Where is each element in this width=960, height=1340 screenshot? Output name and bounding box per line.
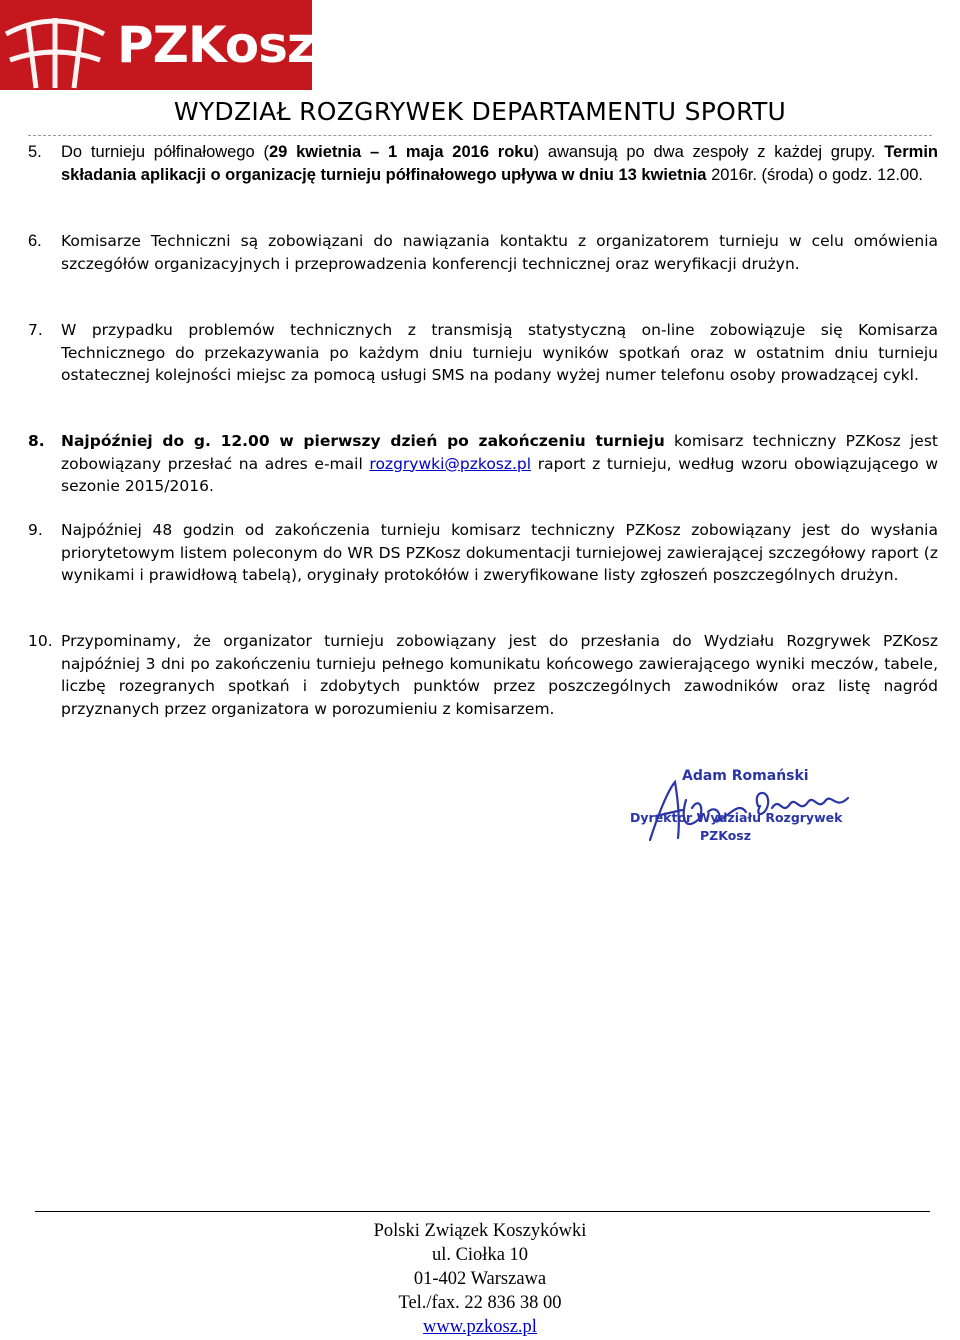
- list-item-5: [28, 141, 938, 186]
- footer-website-link[interactable]: www.pzkosz.pl: [423, 1317, 537, 1337]
- item-number: 8.: [28, 432, 45, 450]
- item-text: Najpóźniej 48 godzin od zakończenia turnieju komisarz techniczny PZKosz zobowiązany jest do wysłania priorytetowym listem poleconym do WR DS PZKosz dokumentacji turniejowej zawierającej szczegółowy raport (z wynikami i prawidłową tabelą), oryginały protokółów i zweryfikowane listy zgłoszeń poszczególnych drużyn.: [61, 521, 938, 584]
- item-text: Przypominamy, że organizator turnieju zobowiązany jest do przesłania do Wydziału Rozgrywek PZKosz najpóźniej 3 dni po zakończeniu turnieju pełnego komunikatu końcowego zawierającego wyniki meczów, tabele, liczbę rozegranych spotkań i zdobytych punktów przez poszczególnych zawodników oraz listę nagród przyznanych przez organizatora w porozumieniu z komisarzem.: [61, 632, 938, 718]
- footer-street: ul. Ciołka 10: [431, 1245, 529, 1265]
- item-text: W przypadku problemów technicznych z transmisją statystyczną on-line zobowiązuje się Komisarza Technicznego do przekazywania po każdym dniu turnieju wyników spotkań oraz w ostatnim dniu turnieju ostatecznej kolejności miejsc za pomocą usługi SMS na podany wyżej numer telefonu osoby prowadzącej cykl.: [61, 321, 938, 384]
- item-text-part: ) awansują po dwa zespoły z każdej grupy.: [533, 143, 885, 161]
- header-divider: [28, 135, 932, 136]
- footer-phone: Tel./fax. 22 836 38 00: [398, 1293, 562, 1313]
- logo-text: PZKosz: [117, 16, 315, 74]
- stamp-name: Adam Romański: [682, 768, 809, 784]
- list-item-10: [28, 630, 938, 720]
- department-title: WYDZIAŁ ROZGRYWEK DEPARTAMENTU SPORTU: [173, 97, 787, 126]
- footer-divider: [35, 1211, 930, 1212]
- list-item-9: [28, 519, 938, 587]
- list-item-7: [28, 319, 938, 387]
- item-text: [61, 430, 938, 498]
- footer-org: Polski Związek Koszykówki: [373, 1221, 587, 1241]
- footer: [0, 1219, 960, 1339]
- item-number: 6.: [28, 232, 42, 250]
- item-number: 5.: [28, 143, 42, 161]
- item-text: Komisarze Techniczni są zobowiązani do nawiązania kontaktu z organizatorem turnieju w celu omówienia szczegółów organizacyjnych i przeprowadzenia konferencji technicznej oraz weryfikacji drużyn.: [61, 232, 938, 273]
- item-text-part: raport z turnieju, według wzoru obowiązującego w sezonie 2015/2016.: [61, 454, 938, 495]
- item-bold-dates: 29 kwietnia – 1 maja 2016 roku: [268, 143, 534, 161]
- item-text-part: Do turnieju półfinałowego (: [61, 143, 269, 161]
- item-bold-deadline: Termin składania aplikacji o organizację turnieju półfinałowego upływa w dniu 13 kwietnia: [61, 143, 938, 184]
- item-number: 9.: [28, 521, 43, 539]
- item-text: [61, 141, 938, 186]
- director-signature-stamp: [620, 760, 860, 870]
- item-number: 10.: [28, 632, 53, 650]
- list-item-6: [28, 230, 938, 275]
- item-text-part: 2016r. (środa) o godz. 12.00.: [706, 165, 923, 184]
- email-link[interactable]: rozgrywki@pzkosz.pl: [369, 454, 532, 473]
- list-item-8: [28, 430, 938, 498]
- item-bold-deadline: Najpóźniej do g. 12.00 w pierwszy dzień po zakończeniu turnieju: [61, 432, 665, 450]
- item-text-part: komisarz techniczny PZKosz jest zobowiązany przesłać na adres e-mail: [61, 432, 938, 473]
- item-number: 7.: [28, 321, 43, 339]
- stamp-org: PZKosz: [700, 828, 751, 843]
- stamp-title: Dyrektor Wydziału Rozgrywek: [630, 810, 843, 825]
- pzkosz-logo: [0, 0, 315, 90]
- footer-city: 01-402 Warszawa: [413, 1269, 547, 1289]
